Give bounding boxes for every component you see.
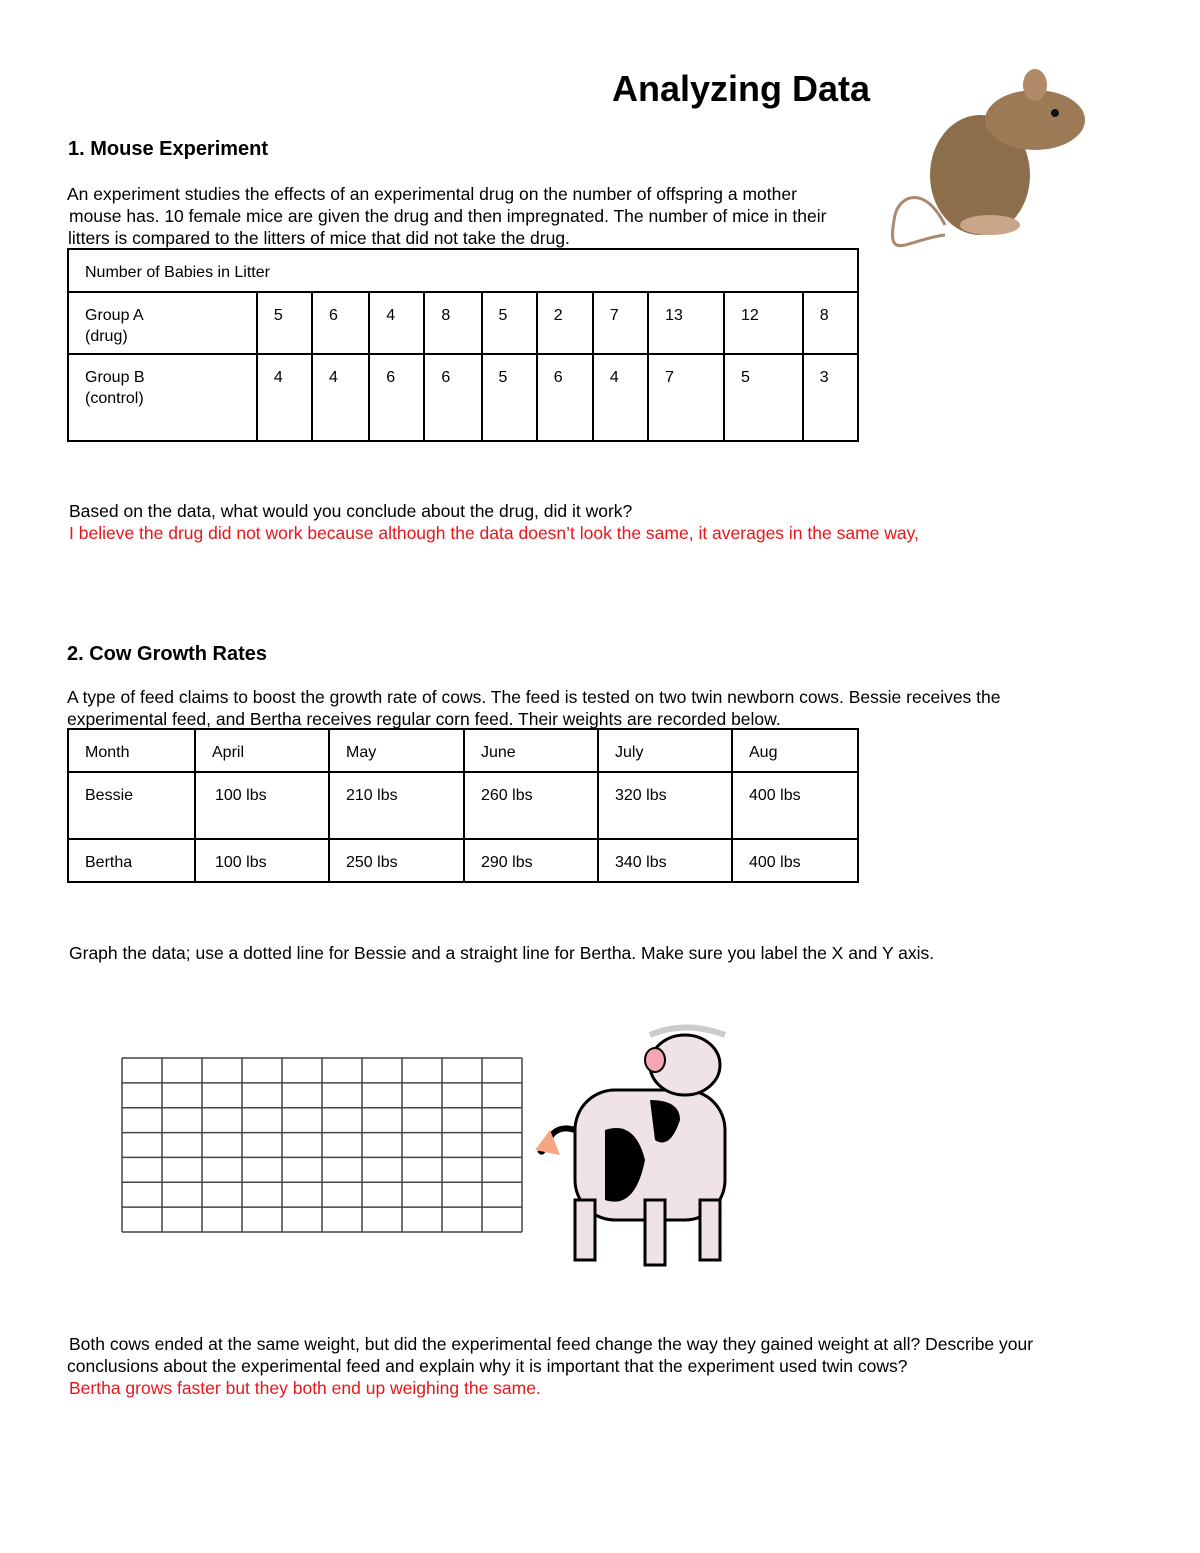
mouse-illustration xyxy=(885,65,1105,265)
cell: 320 lbs xyxy=(598,772,732,839)
cell: 210 lbs xyxy=(329,772,464,839)
section1-intro-2: mouse has. 10 female mice are given the drug and then impregnated. The number of mice in their xyxy=(69,206,827,226)
cell: 260 lbs xyxy=(464,772,598,839)
cell: 4 xyxy=(369,292,424,354)
cell: 290 lbs xyxy=(464,839,598,882)
page-title: Analyzing Data xyxy=(612,68,871,109)
header-cell: Aug xyxy=(732,729,858,772)
section1-intro-3: litters is compared to the litters of mice that did not take the drug. xyxy=(68,228,570,248)
cell: 4 xyxy=(312,354,369,441)
cell: 7 xyxy=(593,292,648,354)
cell: 5 xyxy=(724,354,803,441)
litter-table xyxy=(67,248,859,442)
section2-heading: 2. Cow Growth Rates xyxy=(67,643,268,665)
cell: 340 lbs xyxy=(598,839,732,882)
cell: 8 xyxy=(803,292,858,354)
cell: 13 xyxy=(648,292,724,354)
cell: 400 lbs xyxy=(732,772,858,839)
cell: 6 xyxy=(424,354,481,441)
row-label: Group B (control) xyxy=(68,354,257,441)
header-cell: May xyxy=(329,729,464,772)
section2-answer: Bertha grows faster but they both end up weighing the same. xyxy=(69,1378,541,1398)
cow-weight-table xyxy=(67,728,859,883)
table-row xyxy=(68,292,858,354)
table-header-row xyxy=(68,729,858,772)
cell: 100 lbs xyxy=(195,772,329,839)
row-label: Group A (drug) xyxy=(68,292,257,354)
cell: 8 xyxy=(424,292,481,354)
header-cell: June xyxy=(464,729,598,772)
header-cell: Month xyxy=(68,729,195,772)
cell: 4 xyxy=(257,354,312,441)
section2-question-2: conclusions about the experimental feed and explain why it is important that the experiment used twin cows? xyxy=(67,1356,908,1376)
section2-question-1: Both cows ended at the same weight, but did the experimental feed change the way they gained weight at all? Describe your xyxy=(69,1334,1034,1354)
cell: Bessie xyxy=(68,772,195,839)
cell: Bertha xyxy=(68,839,195,882)
section1-intro-1: An experiment studies the effects of an experimental drug on the number of offspring a mother xyxy=(67,184,797,204)
cell: 5 xyxy=(257,292,312,354)
cell: 5 xyxy=(482,354,537,441)
blank-graph-grid[interactable] xyxy=(121,1057,523,1233)
cell: 6 xyxy=(312,292,369,354)
section2-intro-1: A type of feed claims to boost the growth rate of cows. The feed is tested on two twin newborn cows. Bessie receives the xyxy=(67,687,1001,707)
section2-intro-2: experimental feed, and Bertha receives regular corn feed. Their weights are recorded below. xyxy=(67,709,781,729)
cell: 12 xyxy=(724,292,803,354)
cell: 7 xyxy=(648,354,724,441)
cell: 5 xyxy=(482,292,537,354)
cell: 400 lbs xyxy=(732,839,858,882)
cell: 6 xyxy=(369,354,424,441)
graph-instruction: Graph the data; use a dotted line for Bessie and a straight line for Bertha. Make sure you label the X and Y axis. xyxy=(69,943,935,963)
cell: 3 xyxy=(803,354,858,441)
cell: 2 xyxy=(537,292,593,354)
cell: 100 lbs xyxy=(195,839,329,882)
table-row xyxy=(68,839,858,882)
table-row xyxy=(68,354,858,441)
table-row xyxy=(68,772,858,839)
section1-question: Based on the data, what would you conclude about the drug, did it work? xyxy=(69,501,633,521)
litter-table-header: Number of Babies in Litter xyxy=(68,249,858,292)
section1-answer: I believe the drug did not work because although the data doesn’t look the same, it averages in the same way, xyxy=(69,523,919,543)
cell: 250 lbs xyxy=(329,839,464,882)
header-cell: July xyxy=(598,729,732,772)
cow-illustration xyxy=(535,1020,740,1275)
section1-heading: 1. Mouse Experiment xyxy=(68,138,269,160)
cell: 4 xyxy=(593,354,648,441)
cell: 6 xyxy=(537,354,593,441)
header-cell: April xyxy=(195,729,329,772)
